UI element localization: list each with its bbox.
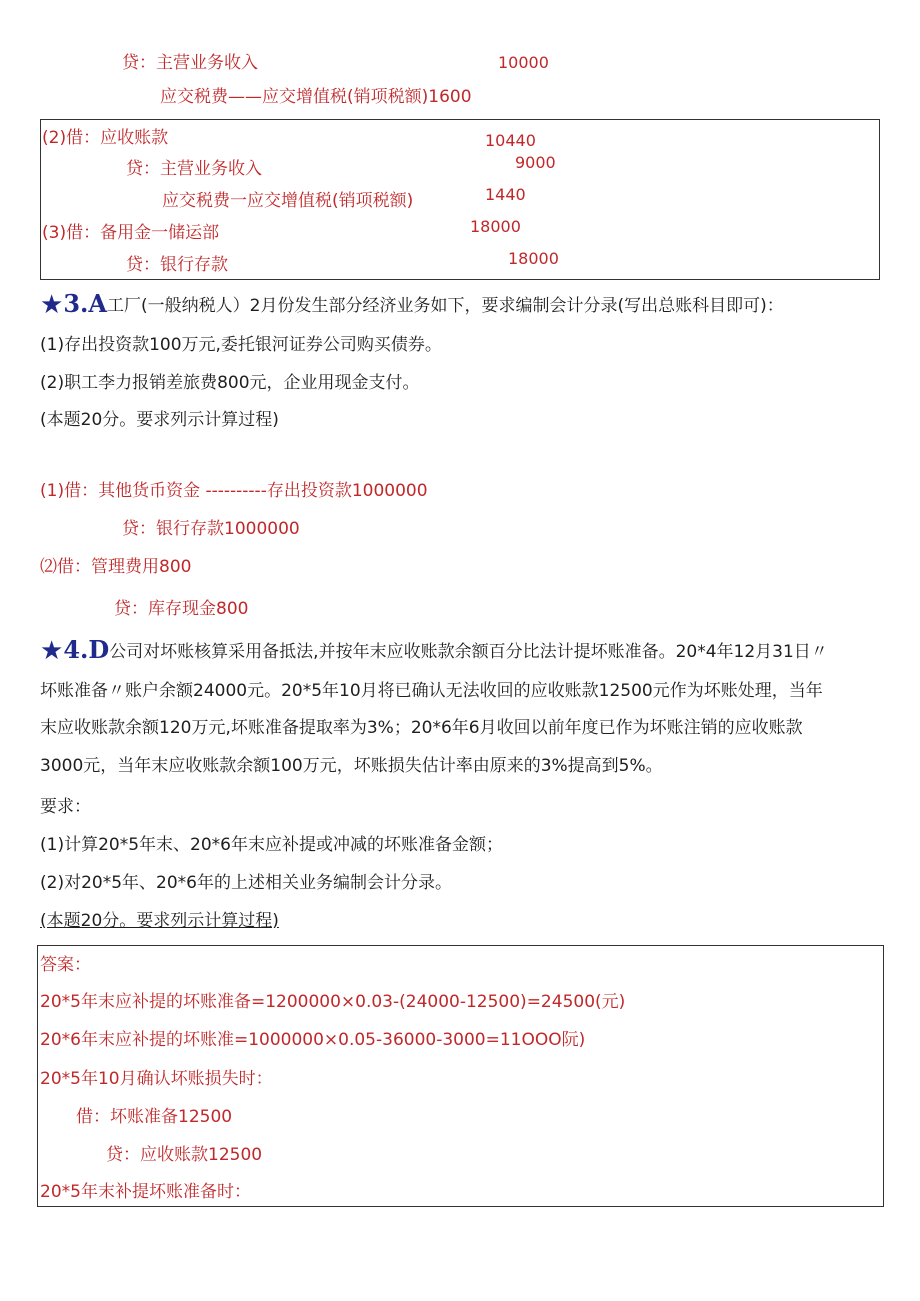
entry2-credit-amount: 9000 — [515, 153, 556, 172]
star-icon: ★ — [40, 290, 64, 320]
answer-calc-2: 20*6年末应补提的坏账准=1000000×0.05-36000-3000=11OOO阮) — [40, 1030, 586, 1050]
q3-heading-text: 工厂(一般纳税人）2月份发生部分经济业务如下，要求编制会计分录(写出总账科目即可)： — [107, 296, 784, 316]
q3-item-1: (1)存出投资款100万元,委托银河证券公司购买债券。 — [40, 335, 442, 355]
answer-confirm-heading: 20*5年10月确认坏账损失时： — [40, 1069, 273, 1089]
q4-requirement-label: 要求： — [40, 797, 91, 817]
q3-note: (本题20分。要求列示计算过程) — [40, 410, 279, 430]
answer-calc-1: 20*5年末应补提的坏账准备=1200000×0.03-(24000-12500)=24500(元) — [40, 992, 626, 1012]
q4-line-3: 末应收账款余额120万元,坏账准备提取率为3%；20*6年6月收回以前年度已作为坏账注销的应收账款 — [40, 718, 803, 738]
q3-number: 3.A — [63, 289, 107, 318]
star-icon: ★ — [40, 636, 64, 666]
q4-note: (本题20分。要求列示计算过程) — [40, 911, 279, 931]
entry3-credit: 贷：银行存款 — [126, 255, 228, 275]
q3-answer2-debit: ⑵借：管理费用800 — [40, 557, 192, 577]
answer-label: 答案： — [40, 955, 91, 975]
q4-line-4: 3000元，当年末应收账款余额100万元，坏账损失估计率由原来的3%提高到5%。 — [40, 756, 663, 776]
entry3-debit-amount: 18000 — [470, 217, 521, 236]
q4-requirement-2: (2)对20*5年、20*6年的上述相关业务编制会计分录。 — [40, 873, 452, 893]
answer-credit: 贷：应收账款12500 — [106, 1145, 263, 1165]
top-tax-line: 应交税费——应交增值税(销项税额)1600 — [160, 87, 472, 107]
entry2-tax-amount: 1440 — [485, 185, 526, 204]
entry2-debit-amount: 10440 — [485, 131, 536, 150]
top-credit-line: 贷：主营业务收入 — [122, 53, 258, 73]
entry3-credit-amount: 18000 — [508, 249, 559, 268]
entry2-tax: 应交税费一应交增值税(销项税额) — [162, 191, 414, 211]
q4-line-1: 公司对坏账核算采用备抵法,并按年末应收账款余额百分比法计提坏账准备。20*4年12月31日〃 — [109, 642, 828, 662]
entry2-debit: (2)借：应收账款 — [42, 128, 169, 148]
top-credit-amount: 10000 — [498, 53, 549, 72]
q3-answer1-debit: (1)借：其他货币资金 ----------存出投资款1000000 — [40, 481, 428, 501]
answer-debit: 借：坏账准备12500 — [76, 1107, 233, 1127]
q3-answer2-credit: 贷：库存现金800 — [114, 599, 249, 619]
q3-answer1-credit: 贷：银行存款1000000 — [122, 519, 300, 539]
q3-item-2: (2)职工李力报销差旅费800元，企业用现金支付。 — [40, 373, 420, 393]
q4-line-2: 坏账准备〃账户余额24000元。20*5年10月将已确认无法收回的应收账款12500元作为坏账处理，当年 — [40, 681, 823, 701]
answer-provision-heading: 20*5年末补提坏账准备时： — [40, 1182, 251, 1202]
q3-heading — [40, 290, 784, 320]
q4-number: 4.D — [63, 635, 110, 664]
q4-heading — [40, 636, 828, 666]
entry2-credit: 贷：主营业务收入 — [126, 159, 262, 179]
q4-requirement-1: (1)计算20*5年末、20*6年末应补提或冲减的坏账准备金额； — [40, 835, 503, 855]
entry3-debit: (3)借：备用金一储运部 — [42, 223, 220, 243]
